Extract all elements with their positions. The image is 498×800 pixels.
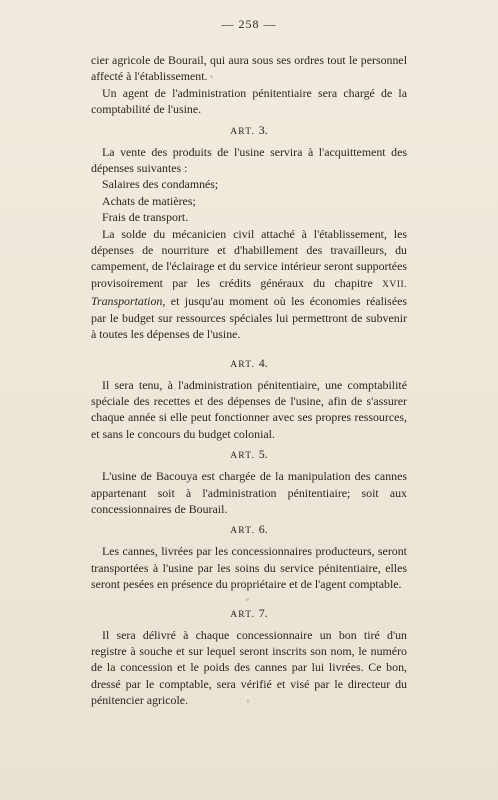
paragraph-text: et jusqu'au moment où les économies réalisées par le budget sur ressources spéciales lui permettront de subvenir à toutes les dépenses de l'usine. <box>91 294 407 342</box>
paragraph: cier agricole de Bourail, qui aura sous ses ordres tout le personnel affecté à l'établissement. <box>91 53 407 84</box>
paragraph: Il sera tenu, à l'administration pénitentiaire, une comptabilité spéciale des recettes et des dépenses de l'usine, afin de s'assurer chaque année si elle peut fonctionner avec ses propres ressources, et sans le concours du budget colonial. <box>91 377 407 441</box>
article-label: ART. <box>230 359 256 370</box>
page-number: — 258 — <box>221 17 277 31</box>
article-label: ART. <box>230 526 256 537</box>
list-item: Salaires des condamnés; <box>102 177 219 192</box>
article-number: 4. <box>258 355 268 370</box>
page-body <box>91 52 407 709</box>
list-item: Frais de transport. <box>102 210 189 225</box>
article-label: ART. <box>230 126 256 137</box>
paper-speck <box>210 75 213 78</box>
article-heading <box>91 605 407 623</box>
article-number: 3. <box>258 122 268 137</box>
paragraph: L'usine de Bacouya est chargée de la manipulation des cannes appartenant soit à l'administration pénitentiaire; soit aux concessionnaires de Bourail. <box>91 469 407 516</box>
list-item: Achats de matières; <box>102 193 196 208</box>
paper-speck <box>246 598 249 601</box>
paragraph: Un agent de l'administration pénitentiaire sera chargé de la comptabilité de l'usine. <box>91 85 407 117</box>
article-label: ART. <box>230 451 256 462</box>
article-number: 6. <box>258 522 268 537</box>
article-heading <box>91 521 407 539</box>
chapter-reference: XVII. <box>382 279 407 290</box>
article-heading <box>91 122 407 140</box>
paragraph: Il sera délivré à chaque concessionnaire un bon tiré d'un registre à souche et sur lequel seront inscrits son nom, le numéro de la concession et le poids des cannes par lui livrées. Ce bon, dressé par le comptable, sera vérifié et visé par le directeur du pénitencier agricole. <box>91 627 407 708</box>
paragraph: Les cannes, livrées par les concessionnaires producteurs, seront transportées à l'usine par les soins du service pénitentiaire, elles seront pesées en présence du propriétaire et de l'agent comptable. <box>91 544 407 592</box>
article-number: 7. <box>258 605 268 620</box>
paragraph-text: La solde du mécanicien civil attaché à l'établissement, les dépenses de nourriture et d'habillement des travailleurs, du campement, de l'éclairage et du service intérieur seront supportées provisoirement par les crédits généraux du chapitre <box>91 226 407 290</box>
chapter-title: Transportation, <box>91 294 166 309</box>
paper-speck <box>247 699 249 703</box>
article-heading <box>91 446 407 464</box>
paragraph <box>91 226 407 343</box>
paragraph: La vente des produits de l'usine servira à l'acquittement des dépenses suivantes : <box>91 144 407 176</box>
article-label: ART. <box>230 609 256 620</box>
article-number: 5. <box>258 447 268 462</box>
article-heading <box>91 355 407 373</box>
